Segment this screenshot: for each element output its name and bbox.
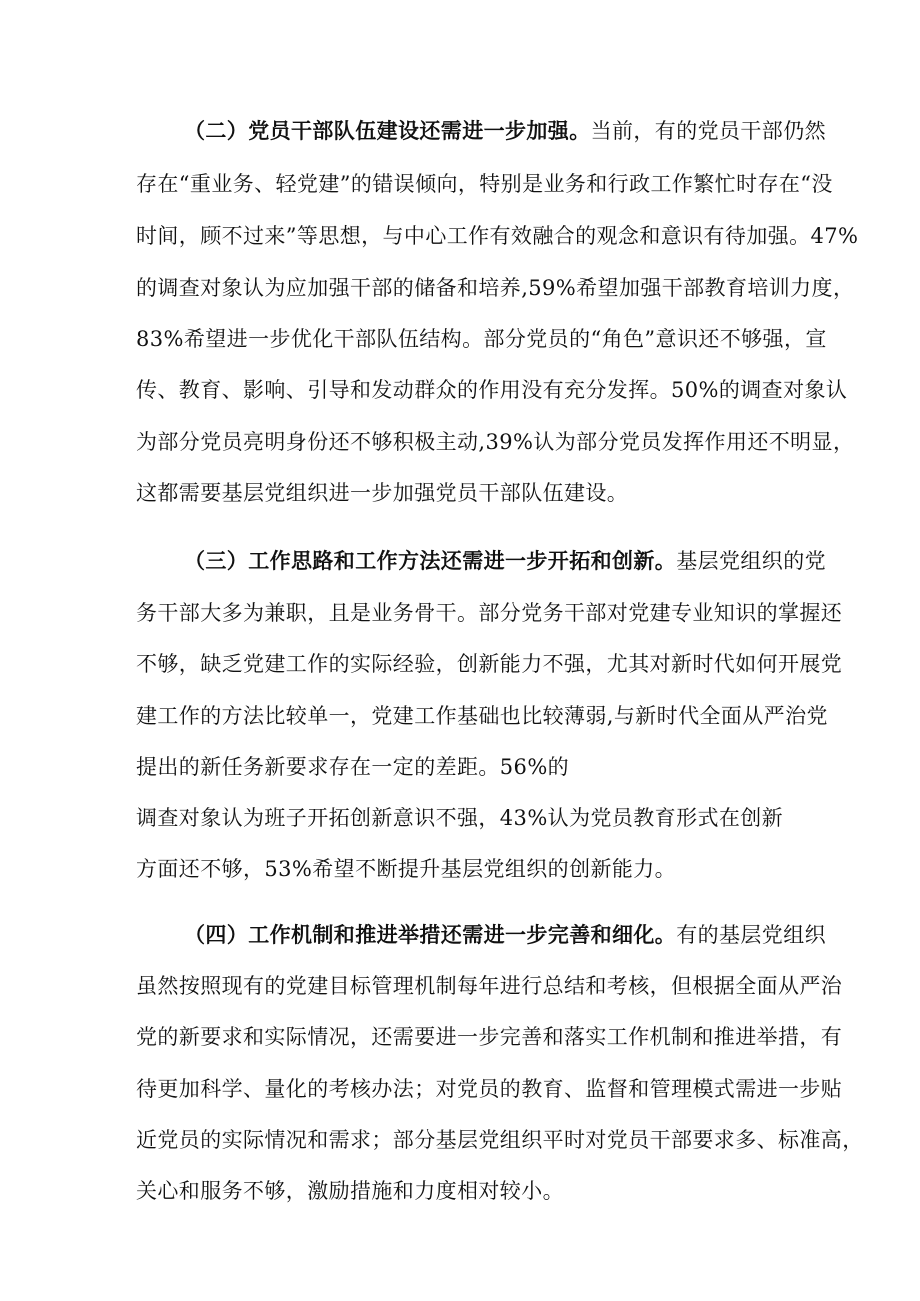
section-2-text: 当前，有的党员干部仍然 <box>590 119 827 143</box>
section-2-line-4: 的调查对象认为应加强干部的储备和培养,59%希望加强干部教育培训力度， <box>136 276 855 300</box>
section-2-line-1 <box>184 119 826 143</box>
section-4-text: 有的基层党组织 <box>676 923 827 947</box>
section-4-heading: （四）工作机制和推进举措还需进一步完善和细化。 <box>184 922 677 947</box>
section-3-line-6: 调查对象认为班子开拓创新意识不强，43%认为党员教育形式在创新 <box>136 806 784 830</box>
section-3-heading: （三）工作思路和工作方法还需进一步开拓和创新。 <box>184 548 677 573</box>
section-3-line-3: 不够，缺乏党建工作的实际经验，创新能力不强，尤其对新时代如何开展党 <box>136 652 843 676</box>
section-2-line-7: 为部分党员亮明身份还不够积极主动,39%认为部分党员发挥作用还不明显， <box>136 430 855 454</box>
section-2-line-8: 这都需要基层党组织进一步加强党员干部队伍建设。 <box>136 481 629 505</box>
section-2-line-2: 存在“重业务、轻党建”的错误倾向，特别是业务和行政工作繁忙时存在“没 <box>136 172 833 196</box>
section-2-line-5: 83%希望进一步优化干部队伍结构。部分党员的“角色”意识还不够强，宣 <box>136 327 827 351</box>
section-3-line-7: 方面还不够，53%希望不断提升基层党组织的创新能力。 <box>136 857 677 881</box>
section-4-line-3: 党的新要求和实际情况，还需要进一步完善和落实工作机制和推进举措，有 <box>136 1025 843 1049</box>
section-4-line-2: 虽然按照现有的党建目标管理机制每年进行总结和考核，但根据全面从严治 <box>136 974 843 998</box>
section-3-line-4: 建工作的方法比较单一，党建工作基础也比较薄弱,与新时代全面从严治党 <box>136 704 828 728</box>
section-2-line-3: 时间，顾不过来”等思想，与中心工作有效融合的观念和意识有待加强。47% <box>136 224 859 248</box>
section-3-line-2: 务干部大多为兼职，且是业务骨干。部分党务干部对党建专业知识的掌握还 <box>136 601 843 625</box>
section-4-line-4: 待更加科学、量化的考核办法；对党员的教育、监督和管理模式需进一步贴 <box>136 1077 843 1101</box>
section-4-line-6: 关心和服务不够，激励措施和力度相对较小。 <box>136 1179 564 1203</box>
section-4-line-5: 近党员的实际情况和需求；部分基层党组织平时对党员干部要求多、标准高， <box>136 1128 864 1152</box>
section-3-line-5: 提出的新任务新要求存在一定的差距。56%的 <box>136 755 570 779</box>
section-3-line-1 <box>184 549 826 573</box>
section-3-text: 基层党组织的党 <box>676 549 827 573</box>
section-2-line-6: 传、教育、影响、引导和发动群众的作用没有充分发挥。50%的调查对象认 <box>136 378 848 402</box>
section-4-line-1 <box>184 923 826 947</box>
section-2-heading: （二）党员干部队伍建设还需进一步加强。 <box>184 118 591 143</box>
